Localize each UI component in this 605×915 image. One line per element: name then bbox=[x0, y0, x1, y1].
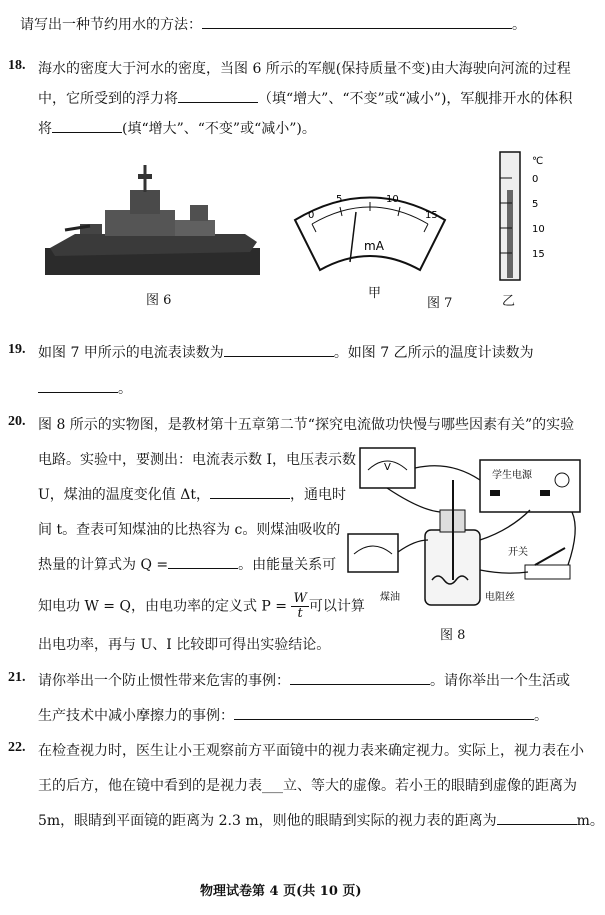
fraction-numerator: W bbox=[293, 591, 307, 606]
q20-number: 20. bbox=[8, 414, 26, 429]
q18-text: 中，它所受到的浮力将 bbox=[38, 91, 178, 107]
q22-number: 22. bbox=[8, 740, 26, 755]
q21-inertia-blank[interactable] bbox=[290, 670, 430, 685]
switch-label: 开关 bbox=[508, 547, 528, 558]
thermometer-tick-0: 0 bbox=[532, 174, 539, 185]
q18-buoyancy-blank[interactable] bbox=[178, 88, 258, 103]
q22-distance-blank[interactable] bbox=[497, 810, 577, 825]
ammeter-unit: mA bbox=[364, 239, 384, 253]
q18-volume-blank[interactable] bbox=[52, 118, 122, 133]
kerosene-label: 煤油 bbox=[380, 592, 400, 603]
ammeter-tick-15: 15 bbox=[425, 210, 438, 221]
svg-text:V: V bbox=[384, 462, 391, 473]
q19-line1 bbox=[38, 342, 534, 362]
experiment-circuit bbox=[340, 440, 595, 630]
q18-line1: 海水的密度大于河水的密度，当图 6 所示的军舰(保持质量不变)由大海驶向河流的过程 bbox=[38, 61, 571, 77]
q20-line6 bbox=[38, 592, 365, 621]
q18-text: 将 bbox=[38, 121, 52, 137]
thermometer-tick-10: 10 bbox=[532, 224, 545, 235]
q18-line2 bbox=[38, 88, 572, 108]
q22-text: 5m，眼睛到平面镜的距离为 2.3 m，则他的眼睛到实际的视力表的距离为 bbox=[38, 813, 497, 829]
q22-line1: 在检查视力时，医生让小王观察前方平面镜中的视力表来确定视力。实际上，视力表在小 bbox=[38, 743, 584, 759]
q17-tail bbox=[20, 14, 526, 34]
page-footer: 物理试卷第 4 页(共 10 页) bbox=[200, 884, 362, 899]
thermometer-tick-5: 5 bbox=[532, 199, 539, 210]
q20-text: 热量的计算式为 Q = bbox=[38, 557, 169, 573]
q21-line2 bbox=[38, 705, 548, 725]
q22-line3 bbox=[38, 810, 604, 830]
ammeter-tick-5: 5 bbox=[336, 194, 343, 205]
q20-text: U，煤油的温度变化值 Δt， bbox=[38, 487, 210, 503]
q20-heat-formula-blank[interactable] bbox=[168, 554, 238, 569]
q20-text: 。由能量关系可 bbox=[238, 557, 337, 573]
q17-text: 请写出一种节约用水的方法： bbox=[20, 17, 202, 33]
q19-number: 19. bbox=[8, 342, 26, 357]
q21-text: 生产技术中减小摩擦力的事例： bbox=[38, 708, 234, 724]
q21-end: 。 bbox=[534, 708, 548, 724]
q19-line2 bbox=[38, 378, 132, 398]
q22-unit: m。 bbox=[576, 813, 604, 829]
q21-text: 。请你举出一个生活或 bbox=[430, 673, 570, 689]
q20-line7: 出电功率，再与 U、I 比较即可得出实验结论。 bbox=[38, 637, 331, 653]
ammeter-dial bbox=[290, 180, 450, 280]
thermometer-tick-15: 15 bbox=[532, 249, 545, 260]
q20-line3 bbox=[38, 484, 346, 504]
q19-current-blank[interactable] bbox=[224, 342, 334, 357]
fig7-caption: 图 7 bbox=[427, 296, 453, 311]
q19-end: 。 bbox=[118, 381, 132, 397]
warship-image bbox=[45, 160, 260, 275]
q20-text: 知电功 W = Q，由电功率的定义式 P = bbox=[38, 598, 287, 615]
q20-line1: 图 8 所示的实物图，是教材第十五章第二节“探究电流做功快慢与哪些因素有关”的实验 bbox=[38, 417, 575, 433]
switch-lever bbox=[535, 548, 565, 565]
q18-text: （填“增大”、“不变”或“减小”)，军舰排开水的体积 bbox=[258, 91, 573, 107]
q20-text: 可以计算 bbox=[308, 598, 365, 615]
q21-line1 bbox=[38, 670, 570, 690]
q21-friction-blank[interactable] bbox=[234, 705, 534, 720]
thermometer-unit: ℃ bbox=[532, 156, 544, 167]
q21-number: 21. bbox=[8, 670, 26, 685]
fig6-caption: 图 6 bbox=[146, 293, 172, 308]
q19-text: 。如图 7 乙所示的温度计读数为 bbox=[333, 345, 534, 361]
q21-text: 请你举出一个防止惯性带来危害的事例： bbox=[38, 673, 290, 689]
q20-line5 bbox=[38, 554, 336, 574]
q20-text: ，通电时 bbox=[290, 487, 346, 503]
power-supply-label: 学生电源 bbox=[492, 470, 532, 481]
ammeter-tick-10: 10 bbox=[386, 194, 399, 205]
thermometer-label: 乙 bbox=[502, 294, 516, 309]
q19-text: 如图 7 甲所示的电流表读数为 bbox=[38, 345, 224, 361]
q17-end: 。 bbox=[512, 17, 526, 33]
q19-temperature-blank[interactable] bbox=[38, 378, 118, 393]
ammeter-label: 甲 bbox=[368, 286, 382, 301]
q22-line2: 王的后方，他在镜中看到的是视力表___立、等大的虚像。若小王的眼睛到虚像的距离为 bbox=[38, 778, 577, 794]
q20-line2: 电路。实验中，要测出：电流表示数 I，电压表示数 bbox=[38, 452, 356, 468]
q20-temp-change-blank[interactable] bbox=[210, 484, 290, 499]
wire-label: 电阻丝 bbox=[485, 592, 515, 603]
q20-line4: 间 t。查表可知煤油的比热容为 c。则煤油吸收的 bbox=[38, 522, 341, 538]
ammeter-tick-0: 0 bbox=[308, 210, 315, 221]
power-fraction bbox=[291, 592, 308, 621]
q18-line3 bbox=[38, 118, 316, 138]
fraction-denominator: t bbox=[297, 606, 303, 621]
fig8-caption: 图 8 bbox=[440, 628, 466, 643]
q18-text: (填“增大”、“不变”或“减小”)。 bbox=[122, 121, 316, 137]
q18-number: 18. bbox=[8, 58, 26, 73]
thermometer bbox=[492, 150, 567, 285]
q17-answer-blank[interactable] bbox=[202, 14, 512, 29]
